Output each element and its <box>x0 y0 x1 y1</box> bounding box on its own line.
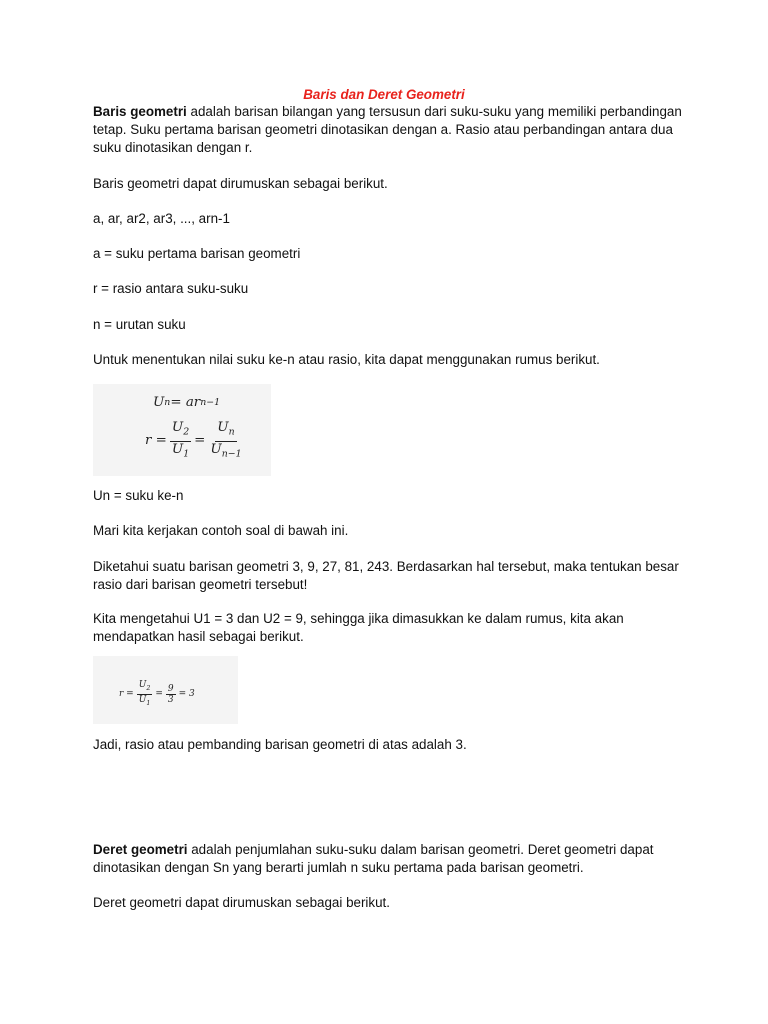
paragraph-un-definition: Un = suku ke-n <box>93 488 184 503</box>
paragraph-n-definition: n = urutan suku <box>93 317 186 332</box>
paragraph-rumus-intro: Untuk menentukan nilai suku ke-n atau rasio, kita dapat menggunakan rumus berikut. <box>93 352 600 367</box>
formula-image-un-and-ratio <box>93 384 271 476</box>
paragraph-r-definition: r = rasio antara suku-suku <box>93 281 249 296</box>
paragraph-jawab: Kita mengetahui U1 = 3 dan U2 = 9, sehingga jika dimasukkan ke dalam rumus, kita akan mendapatkan hasil sebagai berikut. <box>93 611 624 644</box>
fraction-u2-over-u1: $\frac{U_2}{U_1}$ <box>171 420 190 460</box>
deret-definition-text: adalah penjumlahan suku-suku dalam barisan geometri. Deret geometri dapat dinotasikan dengan Sn yang berarti jumlah n suku pertama pada barisan geometri. <box>93 842 654 875</box>
paragraph-formula-intro: Baris geometri dapat dirumuskan sebagai berikut. <box>93 176 388 191</box>
formula-un-line: U n = ar n−1 <box>153 395 221 410</box>
paragraph-soal: Diketahui suatu barisan geometri 3, 9, 27, 81, 243. Berdasarkan hal tersebut, maka tentukan besar rasio dari barisan geometri tersebut! <box>93 559 679 592</box>
paragraph-contoh: Mari kita kerjakan contoh soal di bawah ini. <box>93 523 349 538</box>
paragraph-jadi: Jadi, rasio atau pembanding barisan geometri di atas adalah 3. <box>93 737 467 752</box>
fraction-u2-over-u1-example: $\frac{U_2}{U_1}$ <box>138 680 151 707</box>
paragraph-a-definition: a = suku pertama barisan geometri <box>93 246 301 261</box>
paragraph-deret-intro: Deret geometri dapat dirumuskan sebagai berikut. <box>93 895 390 910</box>
term-deret-geometri: Deret geometri <box>93 842 188 857</box>
baris-definition-text: adalah barisan bilangan yang tersusun dari suku-suku yang memiliki perbandingan tetap. Suku pertama barisan geometri dinotasikan dengan a. Rasio atau perbandingan antara dua suku dinotasikan dengan r. <box>93 104 682 155</box>
term-baris-geometri: Baris geometri <box>93 104 187 119</box>
fraction-un-over-un-minus-1: $\frac{U_n}{U_{n-1}}$ <box>210 420 242 460</box>
formula-ratio-line: r = $\frac{U_2}{U_1}$ = $\frac{U_n}{U_{n-1}}$ <box>145 420 247 462</box>
formula-example-line: r = $\frac{U_2}{U_1}$ = $\frac{9}{3}$ = 3 <box>119 680 195 707</box>
fraction-9-over-3: $\frac{9}{3}$ <box>167 683 174 705</box>
formula-image-ratio-example <box>93 656 238 724</box>
page-title: Baris dan Deret Geometri <box>303 87 465 102</box>
paragraph-deret-definition <box>93 841 683 877</box>
paragraph-sequence: a, ar, ar2, ar3, ..., arn-1 <box>93 211 230 226</box>
paragraph-baris-definition <box>93 103 683 157</box>
